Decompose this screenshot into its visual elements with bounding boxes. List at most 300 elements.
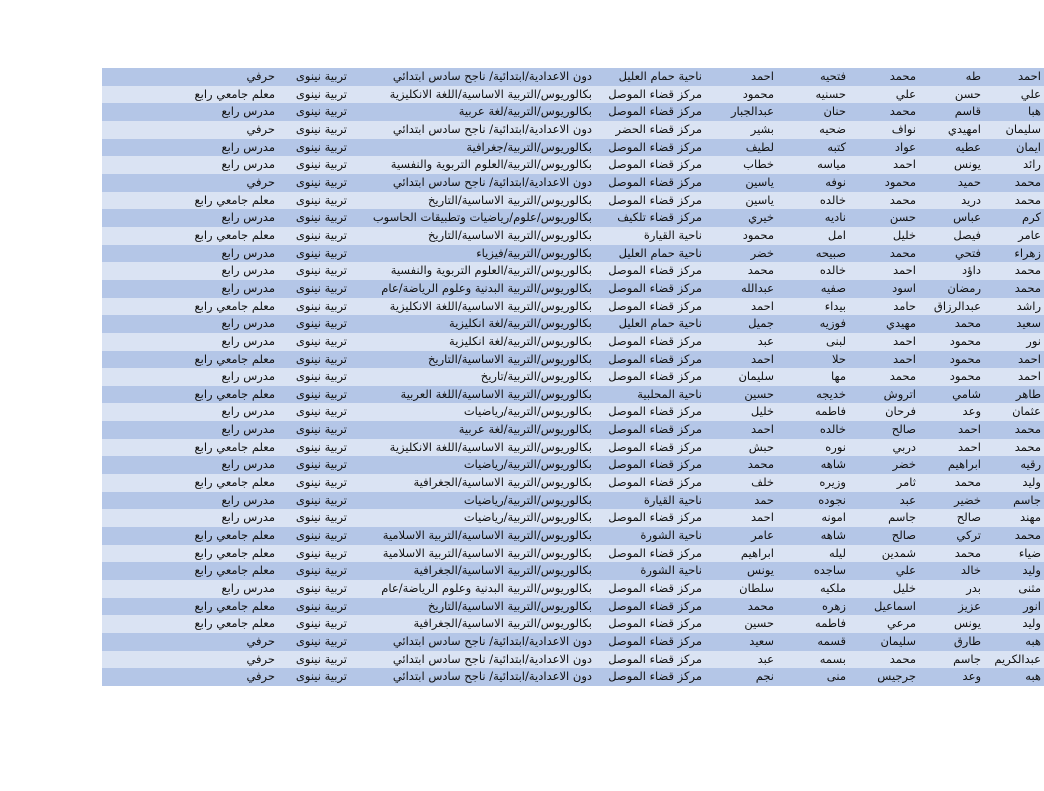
- cell-directorate: تربية نينوى: [295, 528, 347, 543]
- cell-job-title: مدرس رابع: [221, 422, 275, 437]
- cell-mother-name: حلا: [832, 351, 846, 366]
- cell-mother-name: كتبه: [827, 139, 846, 154]
- cell-qualification: بكالوريوس/التربية الاساسية/اللغة الانكليزية: [389, 86, 592, 101]
- cell-mother-father-name: عبد: [757, 651, 774, 666]
- cell-mother-father-name: حبش: [748, 439, 774, 454]
- cell-qualification: بكالوريوس/التربية/لغة عربية: [458, 422, 592, 437]
- cell-directorate: تربية نينوى: [295, 263, 347, 278]
- cell-grandfather-name: سليمان: [880, 634, 916, 648]
- cell-father-name: فيصل: [953, 227, 981, 242]
- cell-directorate: تربية نينوى: [295, 351, 347, 366]
- cell-grandfather-name: محمد: [889, 651, 916, 666]
- cell-mother-name: صفيه: [820, 280, 846, 295]
- table-row: [102, 368, 1044, 386]
- cell-qualification: بكالوريوس/التربية/رياضيات: [463, 457, 592, 472]
- cell-location: مركز قضاء الموصل: [608, 439, 702, 454]
- cell-job-title: مدرس رابع: [221, 104, 275, 119]
- cell-directorate: تربية نينوى: [295, 510, 347, 525]
- cell-father-name: محمد: [954, 475, 981, 490]
- cell-father-name: فتحي: [955, 245, 981, 260]
- cell-first-name: زهراء: [1014, 245, 1041, 260]
- cell-mother-father-name: محمد: [747, 598, 774, 613]
- cell-job-title: معلم جامعي رابع: [194, 528, 275, 543]
- cell-grandfather-name: اتروش: [883, 386, 916, 401]
- cell-directorate: تربية نينوى: [295, 581, 347, 596]
- cell-directorate: تربية نينوى: [295, 475, 347, 490]
- cell-directorate: تربية نينوى: [295, 192, 347, 207]
- cell-job-title: معلم جامعي رابع: [194, 298, 275, 313]
- cell-mother-father-name: احمد: [751, 69, 774, 83]
- cell-job-title: معلم جامعي رابع: [194, 439, 275, 454]
- cell-job-title: مدرس رابع: [221, 280, 275, 295]
- table-row: [102, 298, 1044, 316]
- cell-first-name: علي: [1020, 86, 1041, 101]
- cell-father-name: قاسم: [954, 104, 981, 119]
- cell-first-name: محمد: [1014, 192, 1041, 207]
- cell-directorate: تربية نينوى: [295, 104, 347, 119]
- cell-location: مركز قضاء الموصل: [608, 598, 702, 613]
- cell-father-name: محمود: [949, 333, 981, 348]
- cell-mother-father-name: احمد: [751, 351, 774, 366]
- cell-father-name: تركي: [956, 528, 981, 543]
- cell-grandfather-name: نواف: [891, 121, 916, 136]
- cell-location: مركز قضاء الموصل: [608, 422, 702, 437]
- cell-grandfather-name: جرجيس: [877, 669, 916, 684]
- cell-first-name: ضياء: [1018, 545, 1041, 560]
- cell-father-name: صالح: [956, 510, 981, 525]
- cell-mother-father-name: نجم: [755, 669, 774, 684]
- records-table-container: [102, 68, 1041, 686]
- cell-mother-name: شاهه: [820, 457, 846, 472]
- table-row: [102, 403, 1044, 421]
- table-row: [102, 262, 1044, 280]
- cell-mother-name: نوره: [825, 439, 846, 454]
- table-row: [102, 562, 1044, 580]
- cell-location: مركز قضاء الموصل: [608, 669, 702, 684]
- cell-first-name: سليمان: [1005, 121, 1041, 136]
- cell-qualification: بكالوريوس/التربية/تاريخ: [480, 369, 592, 384]
- cell-mother-name: ناديه: [824, 210, 846, 225]
- cell-job-title: معلم جامعي رابع: [194, 475, 275, 490]
- cell-mother-father-name: عامر: [751, 528, 774, 543]
- cell-mother-name: لبنى: [825, 333, 846, 348]
- cell-location: مركز قضاء الموصل: [608, 545, 702, 560]
- cell-qualification: بكالوريوس/التربية/لغة انكليزية: [449, 333, 592, 348]
- cell-job-title: معلم جامعي رابع: [194, 227, 275, 242]
- cell-job-title: معلم جامعي رابع: [194, 192, 275, 207]
- cell-job-title: حرفي: [246, 651, 275, 666]
- cell-father-name: احمد: [958, 439, 981, 454]
- cell-mother-father-name: حسين: [744, 616, 774, 631]
- cell-job-title: مدرس رابع: [221, 404, 275, 419]
- cell-grandfather-name: خليل: [892, 227, 916, 242]
- cell-directorate: تربية نينوى: [295, 69, 347, 83]
- cell-mother-father-name: يونس: [746, 563, 774, 578]
- cell-first-name: مثنى: [1018, 581, 1041, 596]
- cell-directorate: تربية نينوى: [295, 298, 347, 313]
- cell-grandfather-name: محمد: [889, 69, 916, 83]
- cell-location: مركز قضاء الموصل: [608, 263, 702, 278]
- cell-first-name: طاهر: [1015, 386, 1041, 401]
- cell-mother-name: زهره: [822, 598, 846, 613]
- cell-location: مركز قضاء الموصل: [608, 351, 702, 366]
- cell-directorate: تربية نينوى: [295, 280, 347, 295]
- cell-mother-father-name: احمد: [751, 298, 774, 313]
- table-row: [102, 439, 1044, 457]
- cell-father-name: دريد: [961, 192, 981, 207]
- cell-father-name: محمود: [949, 351, 981, 366]
- cell-father-name: طه: [965, 69, 981, 83]
- cell-grandfather-name: عواد: [894, 139, 916, 154]
- cell-father-name: محمد: [954, 545, 981, 560]
- cell-father-name: حميد: [957, 174, 981, 189]
- cell-job-title: مدرس رابع: [221, 157, 275, 172]
- cell-mother-father-name: عبدالله: [740, 280, 774, 295]
- cell-qualification: بكالوريوس/التربية/رياضيات: [463, 492, 592, 507]
- cell-directorate: تربية نينوى: [295, 457, 347, 472]
- cell-directorate: تربية نينوى: [295, 139, 347, 154]
- cell-first-name: احمد: [1018, 69, 1041, 83]
- cell-mother-father-name: حسين: [744, 386, 774, 401]
- cell-father-name: جاسم: [953, 651, 981, 666]
- cell-job-title: مدرس رابع: [221, 492, 275, 507]
- cell-location: ناحية المحلبية: [637, 386, 702, 401]
- cell-father-name: عباس: [953, 210, 981, 225]
- cell-father-name: محمد: [954, 316, 981, 331]
- cell-first-name: مهند: [1020, 510, 1041, 525]
- cell-father-name: طارق: [953, 634, 981, 648]
- cell-father-name: محمود: [949, 369, 981, 384]
- cell-directorate: تربية نينوى: [295, 545, 347, 560]
- table-row: [102, 156, 1044, 174]
- cell-location: مركز قضاء الموصل: [608, 510, 702, 525]
- cell-first-name: وليد: [1022, 475, 1041, 490]
- cell-first-name: ايمان: [1016, 139, 1041, 154]
- cell-directorate: تربية نينوى: [295, 492, 347, 507]
- table-row: [102, 333, 1044, 351]
- table-row: [102, 474, 1044, 492]
- cell-first-name: هبا: [1027, 104, 1041, 119]
- cell-mother-name: بسمه: [819, 651, 846, 666]
- cell-mother-name: قسمه: [817, 634, 846, 648]
- cell-father-name: عطيه: [955, 139, 981, 154]
- cell-mother-name: بيداء: [824, 298, 846, 313]
- cell-qualification: بكالوريوس/التربية الاساسية/اللغة العربية: [400, 386, 592, 401]
- cell-grandfather-name: صالح: [891, 422, 916, 437]
- cell-location: ناحية حمام العليل: [618, 69, 702, 83]
- table-row: [102, 509, 1044, 527]
- cell-job-title: مدرس رابع: [221, 263, 275, 278]
- cell-mother-name: منى: [826, 669, 846, 684]
- cell-location: مركز قضاء الموصل: [608, 174, 702, 189]
- cell-location: مركز قضاء الموصل: [608, 651, 702, 666]
- cell-mother-name: فتحيه: [819, 69, 846, 83]
- cell-first-name: محمد: [1014, 528, 1041, 543]
- cell-first-name: عثمان: [1012, 404, 1041, 419]
- cell-mother-father-name: سليمان: [738, 369, 774, 384]
- cell-job-title: مدرس رابع: [221, 457, 275, 472]
- cell-qualification: بكالوريوس/التربية الاساسية/التاريخ: [427, 192, 592, 207]
- cell-job-title: مدرس رابع: [221, 210, 275, 225]
- cell-first-name: جاسم: [1013, 492, 1041, 507]
- cell-location: ناحية الشورة: [640, 563, 702, 578]
- cell-mother-name: حسنيه: [815, 86, 846, 101]
- cell-mother-father-name: محمود: [742, 86, 774, 101]
- cell-father-name: داؤد: [962, 263, 981, 278]
- cell-mother-father-name: محمود: [742, 227, 774, 242]
- cell-job-title: معلم جامعي رابع: [194, 598, 275, 613]
- cell-mother-father-name: عبد: [757, 333, 774, 348]
- cell-qualification: بكالوريوس/علوم/رياضيات وتطبيقات الحاسوب: [372, 210, 592, 225]
- cell-job-title: مدرس رابع: [221, 581, 275, 596]
- cell-father-name: يونس: [953, 157, 981, 172]
- cell-location: مركز قضاء الموصل: [608, 280, 702, 295]
- cell-qualification: بكالوريوس/التربية الاساسية/التاريخ: [427, 598, 592, 613]
- cell-grandfather-name: محمد: [889, 245, 916, 260]
- cell-father-name: وعد: [962, 669, 981, 684]
- cell-grandfather-name: احمد: [893, 263, 916, 278]
- table-row: [102, 86, 1044, 104]
- cell-job-title: مدرس رابع: [221, 316, 275, 331]
- cell-directorate: تربية نينوى: [295, 245, 347, 260]
- table-row: [102, 351, 1044, 369]
- cell-qualification: بكالوريوس/التربية الاساسية/التاريخ: [427, 351, 592, 366]
- cell-qualification: بكالوريوس/التربية/العلوم التربوية والنفسية: [390, 157, 592, 172]
- cell-mother-name: شاهه: [820, 528, 846, 543]
- cell-first-name: احمد: [1018, 351, 1041, 366]
- table-row: [102, 315, 1044, 333]
- cell-grandfather-name: محمد: [889, 104, 916, 119]
- cell-first-name: وليد: [1022, 563, 1041, 578]
- cell-mother-name: فاطمه: [815, 616, 846, 631]
- cell-location: مركز قضاء الحضر: [615, 121, 702, 136]
- cell-mother-name: خالده: [819, 192, 846, 207]
- cell-location: مركز قضاء الموصل: [608, 157, 702, 172]
- cell-directorate: تربية نينوى: [295, 174, 347, 189]
- cell-father-name: امهيدي: [947, 121, 981, 136]
- cell-first-name: احمد: [1018, 369, 1041, 384]
- cell-directorate: تربية نينوى: [295, 634, 347, 648]
- cell-job-title: معلم جامعي رابع: [194, 545, 275, 560]
- cell-mother-father-name: ابراهيم: [740, 545, 774, 560]
- cell-grandfather-name: محمد: [889, 192, 916, 207]
- cell-grandfather-name: علي: [895, 563, 916, 578]
- cell-grandfather-name: جاسم: [888, 510, 916, 525]
- cell-location: مركز قضاء الموصل: [608, 86, 702, 101]
- cell-mother-name: مياسه: [817, 157, 846, 172]
- cell-location: مركز قضاء الموصل: [608, 298, 702, 313]
- cell-first-name: رقيه: [1020, 457, 1041, 472]
- cell-directorate: تربية نينوى: [295, 598, 347, 613]
- table-row: [102, 421, 1044, 439]
- cell-father-name: عزيز: [958, 598, 981, 613]
- cell-qualification: بكالوريوس/التربية/رياضيات: [463, 404, 592, 419]
- cell-mother-father-name: خليل: [750, 404, 774, 419]
- cell-location: مركز قضاء تلكيف: [617, 210, 702, 225]
- cell-job-title: حرفي: [246, 174, 275, 189]
- table-body: [102, 68, 1044, 686]
- cell-qualification: بكالوريوس/التربية البدنية وعلوم الرياضة/عام: [381, 280, 592, 295]
- cell-father-name: يونس: [953, 616, 981, 631]
- cell-grandfather-name: ثامر: [896, 475, 916, 490]
- cell-directorate: تربية نينوى: [295, 563, 347, 578]
- cell-location: ناحية حمام العليل: [618, 245, 702, 260]
- cell-first-name: محمد: [1014, 422, 1041, 437]
- cell-directorate: تربية نينوى: [295, 316, 347, 331]
- cell-grandfather-name: حسن: [889, 210, 916, 225]
- cell-mother-name: وزيره: [819, 475, 846, 490]
- cell-directorate: تربية نينوى: [295, 386, 347, 401]
- cell-first-name: محمد: [1014, 263, 1041, 278]
- cell-grandfather-name: احمد: [893, 333, 916, 348]
- cell-qualification: بكالوريوس/التربية الاساسية/الجغرافية: [413, 616, 592, 631]
- table-row: [102, 456, 1044, 474]
- cell-location: مركز قضاء الموصل: [608, 616, 702, 631]
- cell-mother-name: صبيحه: [815, 245, 846, 260]
- cell-directorate: تربية نينوى: [295, 333, 347, 348]
- cell-job-title: مدرس رابع: [221, 369, 275, 384]
- cell-qualification: دون الاعدادية/ابتدائية/ ناجح سادس ابتدائي: [392, 651, 592, 666]
- cell-qualification: بكالوريوس/التربية/رياضيات: [463, 510, 592, 525]
- cell-directorate: تربية نينوى: [295, 651, 347, 666]
- cell-mother-father-name: محمد: [747, 263, 774, 278]
- cell-grandfather-name: مرعي: [887, 616, 916, 631]
- cell-father-name: وعد: [962, 404, 981, 419]
- cell-location: مركز قضاء الموصل: [608, 457, 702, 472]
- cell-father-name: احمد: [958, 422, 981, 437]
- cell-directorate: تربية نينوى: [295, 439, 347, 454]
- table-row: [102, 598, 1044, 616]
- cell-first-name: انور: [1023, 598, 1041, 613]
- cell-first-name: سعيد: [1016, 316, 1041, 331]
- table-row: [102, 121, 1044, 139]
- table-row: [102, 580, 1044, 598]
- table-row: [102, 174, 1044, 192]
- table-row: [102, 615, 1044, 633]
- cell-qualification: دون الاعدادية/ابتدائية/ ناجح سادس ابتدائي: [392, 121, 592, 136]
- cell-grandfather-name: فرحان: [885, 404, 916, 419]
- cell-grandfather-name: دربي: [892, 439, 916, 454]
- cell-mother-father-name: خضر: [750, 245, 774, 260]
- cell-grandfather-name: احمد: [893, 157, 916, 172]
- table-row: [102, 227, 1044, 245]
- cell-qualification: بكالوريوس/التربية/فيزياء: [476, 245, 592, 260]
- cell-mother-name: خالده: [819, 422, 846, 437]
- table-row: [102, 527, 1044, 545]
- cell-directorate: تربية نينوى: [295, 404, 347, 419]
- cell-first-name: هبه: [1025, 669, 1041, 684]
- cell-mother-father-name: جميل: [748, 316, 774, 331]
- table-row: [102, 245, 1044, 263]
- cell-mother-father-name: احمد: [751, 510, 774, 525]
- cell-first-name: محمد: [1014, 174, 1041, 189]
- cell-qualification: بكالوريوس/التربية الاساسية/التربية الاسلامية: [382, 528, 592, 543]
- cell-mother-name: ضحيه: [819, 121, 846, 136]
- cell-job-title: معلم جامعي رابع: [194, 86, 275, 101]
- cell-father-name: شامي: [952, 386, 981, 401]
- cell-directorate: تربية نينوى: [295, 422, 347, 437]
- cell-job-title: مدرس رابع: [221, 139, 275, 154]
- cell-job-title: معلم جامعي رابع: [194, 616, 275, 631]
- cell-qualification: بكالوريوس/التربية/لغة عربية: [458, 104, 592, 119]
- table-row: [102, 651, 1044, 669]
- cell-mother-father-name: سعيد: [749, 634, 774, 648]
- table-row: [102, 492, 1044, 510]
- cell-job-title: مدرس رابع: [221, 245, 275, 260]
- cell-mother-name: خالده: [819, 263, 846, 278]
- cell-first-name: عبدالكريم: [994, 651, 1041, 666]
- cell-directorate: تربية نينوى: [295, 157, 347, 172]
- cell-location: ناحية الشورة: [640, 528, 702, 543]
- cell-first-name: محمد: [1014, 439, 1041, 454]
- cell-grandfather-name: حامد: [893, 298, 916, 313]
- cell-mother-father-name: سلطان: [739, 581, 774, 596]
- cell-qualification: بكالوريوس/التربية الاساسية/التربية الاسلامية: [382, 545, 592, 560]
- cell-location: ناحية القيارة: [643, 492, 702, 507]
- cell-first-name: رائد: [1023, 157, 1041, 172]
- cell-location: مركز قضاء الموصل: [608, 404, 702, 419]
- cell-directorate: تربية نينوى: [295, 86, 347, 101]
- cell-job-title: حرفي: [246, 69, 275, 83]
- cell-job-title: معلم جامعي رابع: [194, 351, 275, 366]
- cell-mother-name: نوفه: [825, 174, 846, 189]
- cell-job-title: حرفي: [246, 634, 275, 648]
- cell-father-name: رمضان: [947, 280, 981, 295]
- cell-mother-name: ليله: [829, 545, 846, 560]
- cell-father-name: خضير: [954, 492, 981, 507]
- cell-qualification: بكالوريوس/التربية الاساسية/التاريخ: [427, 227, 592, 242]
- cell-grandfather-name: علي: [895, 86, 916, 101]
- cell-location: مركز قضاء الموصل: [608, 634, 702, 648]
- cell-mother-father-name: خيري: [748, 210, 774, 225]
- cell-directorate: تربية نينوى: [295, 210, 347, 225]
- cell-location: مركز قضاء الموصل: [608, 581, 702, 596]
- cell-mother-name: فوزيه: [819, 316, 846, 331]
- cell-mother-name: امونه: [821, 510, 846, 525]
- cell-mother-father-name: لطيف: [745, 139, 774, 154]
- cell-grandfather-name: احمد: [893, 351, 916, 366]
- cell-mother-name: مها: [831, 369, 846, 384]
- cell-location: مركز قضاء الموصل: [608, 104, 702, 119]
- cell-father-name: عبدالرزاق: [933, 298, 981, 313]
- cell-grandfather-name: خضر: [892, 457, 916, 472]
- cell-mother-father-name: عبدالجبار: [730, 104, 774, 119]
- cell-mother-name: خديجه: [816, 386, 846, 401]
- cell-directorate: تربية نينوى: [295, 121, 347, 136]
- cell-first-name: هبه: [1025, 634, 1041, 648]
- cell-father-name: حسن: [954, 86, 981, 101]
- cell-mother-father-name: احمد: [751, 422, 774, 437]
- cell-qualification: بكالوريوس/التربية البدنية وعلوم الرياضة/عام: [381, 581, 592, 596]
- cell-grandfather-name: محمد: [889, 369, 916, 384]
- cell-location: مركز قضاء الموصل: [608, 139, 702, 154]
- cell-first-name: وليد: [1022, 616, 1041, 631]
- table-row: [102, 386, 1044, 404]
- cell-first-name: محمد: [1014, 280, 1041, 295]
- cell-first-name: نور: [1026, 333, 1041, 348]
- records-table: [102, 68, 1044, 686]
- cell-father-name: بدر: [966, 581, 981, 596]
- cell-mother-father-name: خطاب: [743, 157, 774, 172]
- cell-location: مركز قضاء الموصل: [608, 475, 702, 490]
- cell-father-name: ابراهيم: [947, 457, 981, 472]
- table-row: [102, 209, 1044, 227]
- cell-directorate: تربية نينوى: [295, 616, 347, 631]
- cell-mother-name: حنان: [823, 104, 846, 119]
- table-row: [102, 103, 1044, 121]
- cell-location: ناحية حمام العليل: [618, 316, 702, 331]
- cell-qualification: بكالوريوس/التربية/لغة انكليزية: [449, 316, 592, 331]
